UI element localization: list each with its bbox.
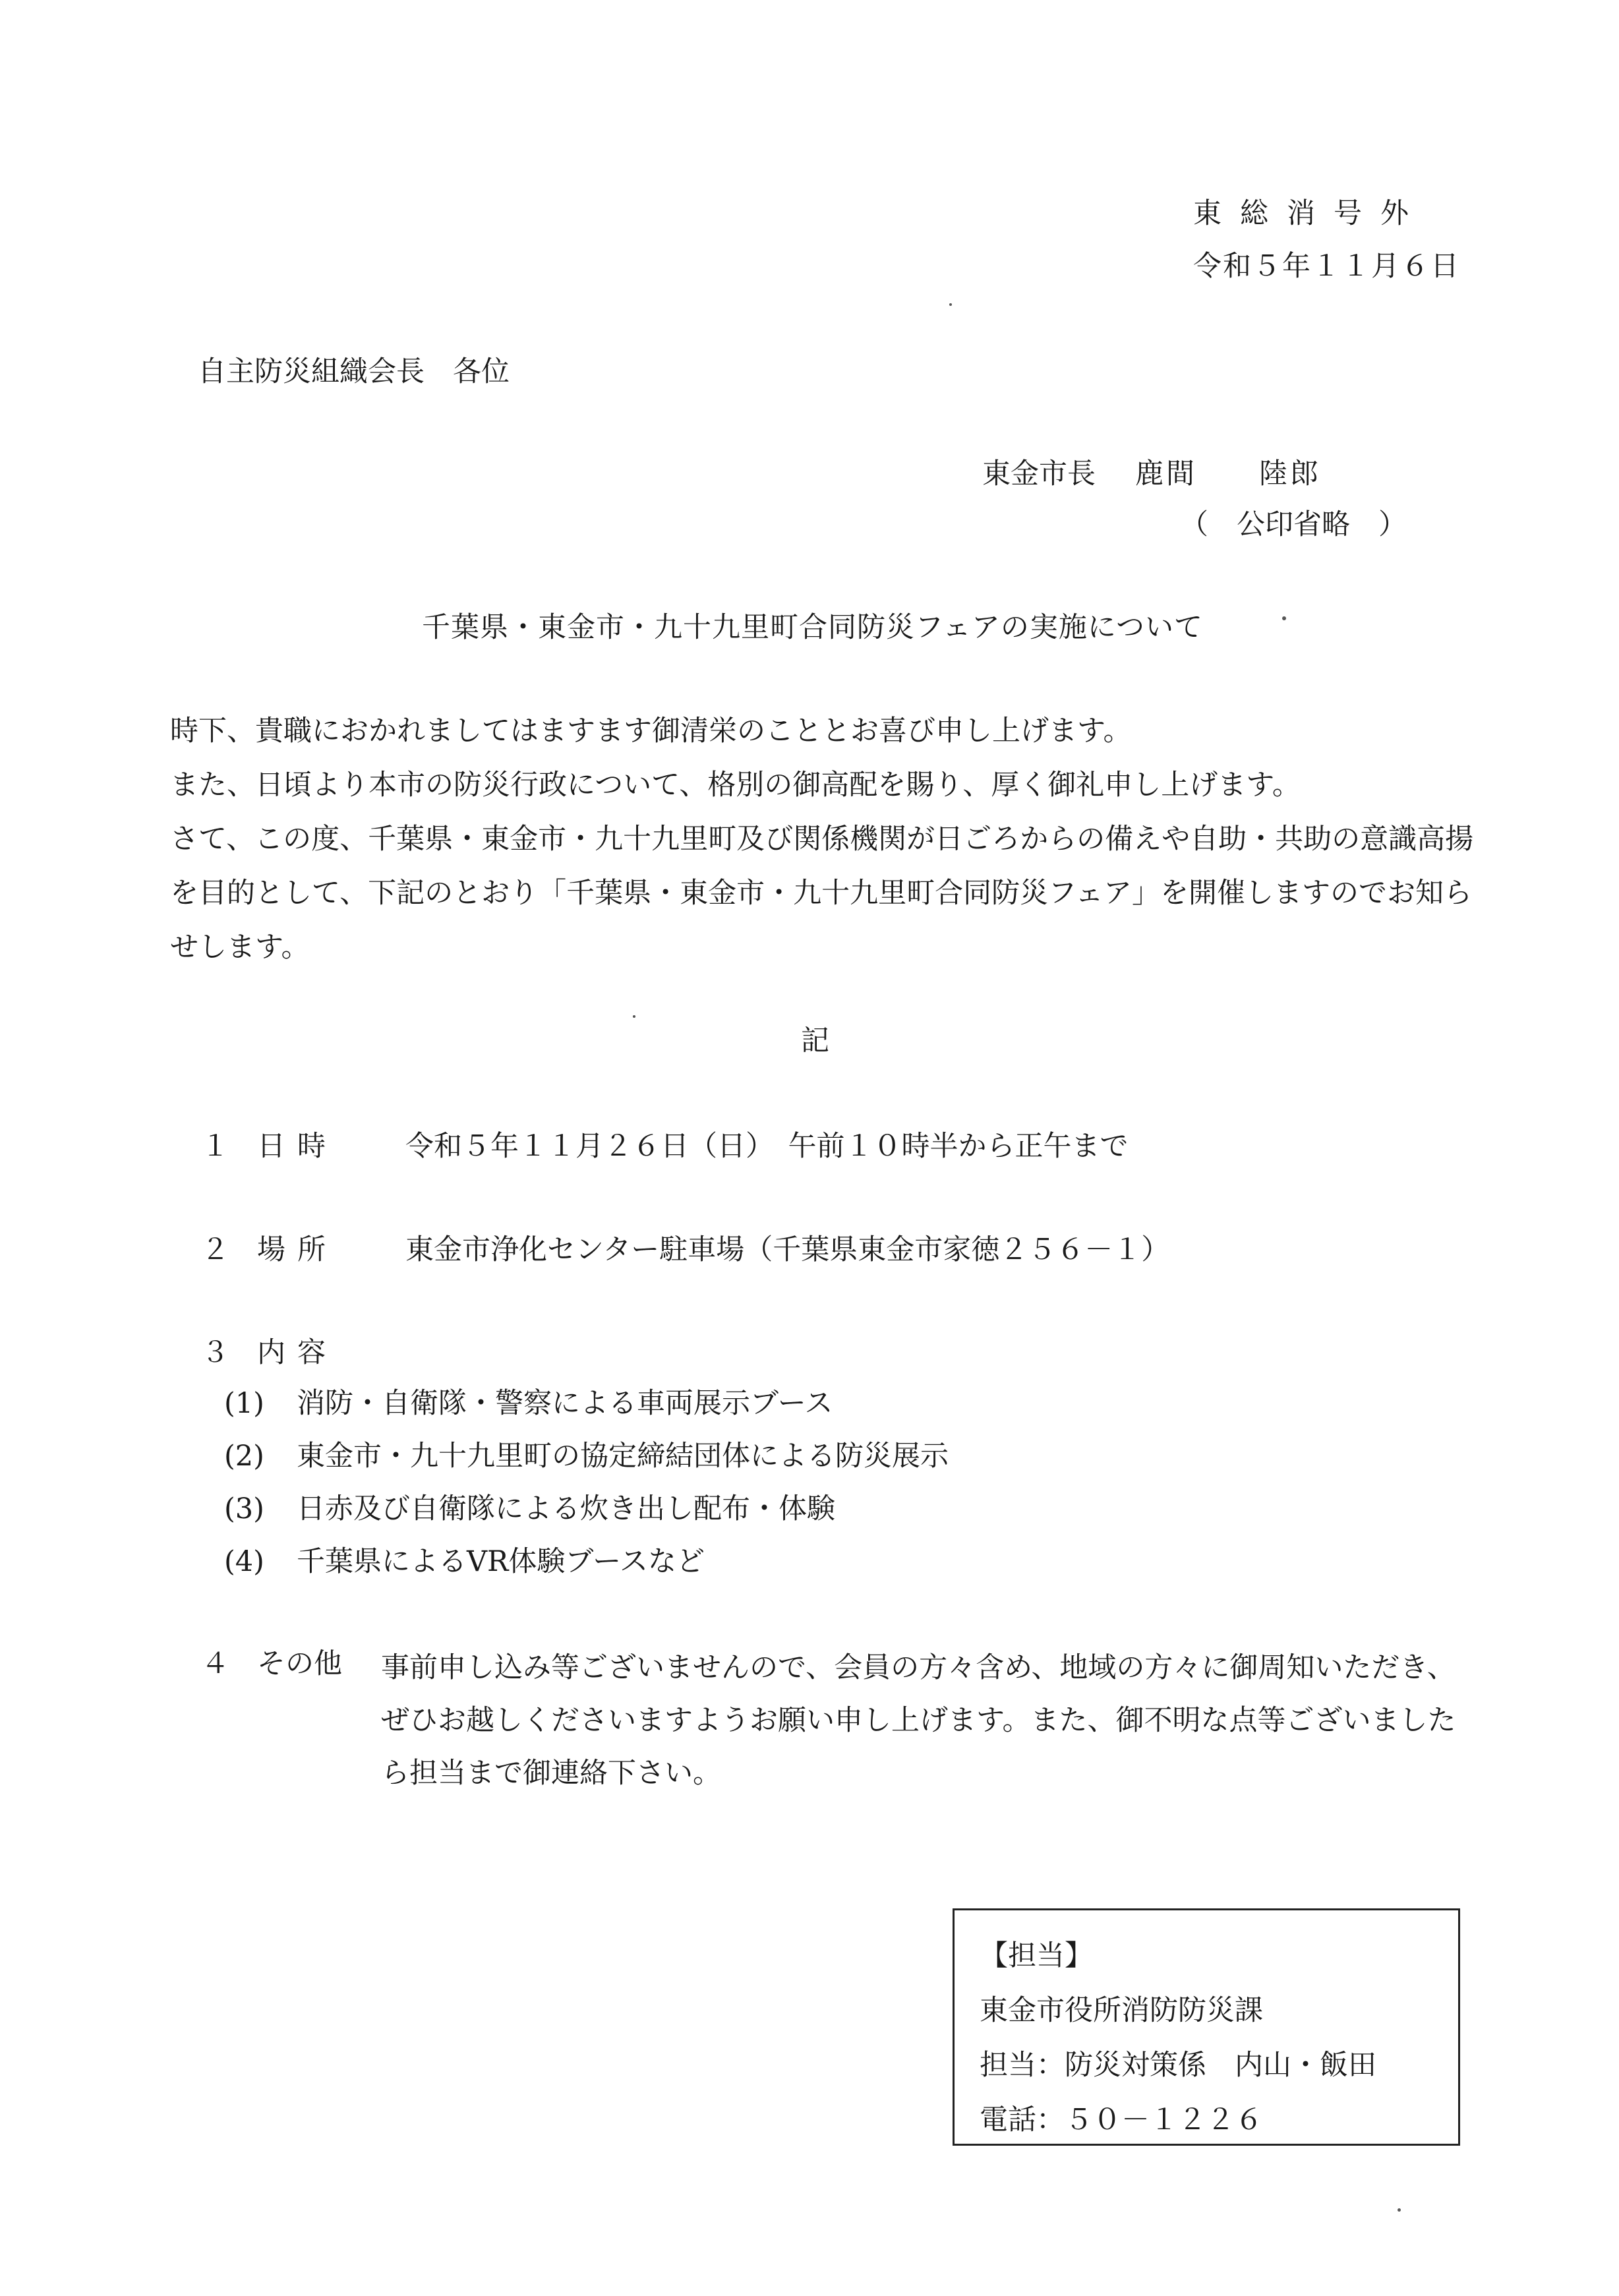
seal-note: （ 公印省略 ） xyxy=(1180,508,1407,541)
contact-person: 担当：防災対策係 内山・飯田 xyxy=(980,2049,1376,2082)
item-contents xyxy=(201,1330,405,1370)
content-item xyxy=(224,1487,835,1527)
content-number: (1) xyxy=(224,1387,264,1420)
content-item xyxy=(224,1434,949,1474)
content-number: (3) xyxy=(224,1492,264,1525)
content-item xyxy=(224,1381,833,1421)
scan-speck xyxy=(949,303,952,306)
sender-name: 鹿間 陸郎 xyxy=(1135,457,1321,490)
item-number: １ xyxy=(201,1130,229,1163)
contact-heading: 【担当】 xyxy=(980,1939,1093,1972)
contact-phone: 電話：５０－１２２６ xyxy=(980,2104,1263,2136)
recipient: 自主防災組織会長 各位 xyxy=(198,355,510,388)
item-datetime xyxy=(201,1124,1129,1164)
item-number: ２ xyxy=(201,1233,229,1266)
content-text: 消防・自衛隊・警察による車両展示ブース xyxy=(297,1387,833,1420)
content-text: 日赤及び自衛隊による炊き出し配布・体験 xyxy=(297,1492,835,1525)
item-label: 内容 xyxy=(257,1336,338,1369)
body-paragraph-2: また、日頃より本市の防災行政について、格別の御高配を賜り、厚く御礼申し上げます。 xyxy=(170,769,1301,802)
item-number: ３ xyxy=(201,1336,229,1369)
content-item xyxy=(224,1539,705,1579)
content-text: 千葉県によるVR体験ブースなど xyxy=(297,1545,705,1578)
scan-speck xyxy=(1282,616,1286,620)
document-number: 東総消号外 xyxy=(1193,197,1427,230)
body-paragraph-3: さて、この度、千葉県・東金市・九十九里町及び関係機関が日ごろからの備えや自助・共助の意識高揚を目的として、下記のとおり「千葉県・東金市・九十九里町合同防災フェア」を開催しますのでお知らせします。 xyxy=(170,823,1474,964)
item-other xyxy=(201,1641,342,1682)
item-other-text: 事前申し込み等ございませんので、会員の方々含め、地域の方々に御周知いただき、ぜひお越しくださいますようお願い申し上げます。また、御不明な点等ございましたら担当まで御連絡下さい。 xyxy=(381,1651,1456,1790)
item-place xyxy=(201,1227,1169,1268)
content-text: 東金市・九十九里町の協定締結団体による防災展示 xyxy=(297,1440,949,1473)
item-label: 場所 xyxy=(257,1233,338,1266)
sender-title: 東金市長 xyxy=(982,457,1096,490)
sender xyxy=(982,452,1321,492)
document-date: 令和５年１１月６日 xyxy=(1193,250,1460,283)
item-label: 日時 xyxy=(257,1130,338,1163)
contact-box xyxy=(953,1908,1460,2146)
document-title: 千葉県・東金市・九十九里町合同防災フェアの実施について xyxy=(422,611,1203,644)
item-value: 令和５年１１月２６日（日） 午前１０時半から正午まで xyxy=(405,1130,1129,1163)
body-paragraph-1: 時下、貴職におかれましてはますます御清栄のこととお喜び申し上げます。 xyxy=(170,715,1132,748)
content-number: (2) xyxy=(224,1440,264,1473)
item-value: 東金市浄化センター駐車場（千葉県東金市家徳２５６－１） xyxy=(405,1233,1170,1266)
content-number: (4) xyxy=(224,1545,264,1578)
item-number: ４ xyxy=(201,1647,229,1680)
scan-speck xyxy=(1398,2208,1401,2212)
ki-heading: 記 xyxy=(801,1024,829,1057)
item-label: その他 xyxy=(257,1647,342,1680)
contact-department: 東金市役所消防防災課 xyxy=(980,1994,1263,2027)
scan-speck xyxy=(633,1015,635,1018)
